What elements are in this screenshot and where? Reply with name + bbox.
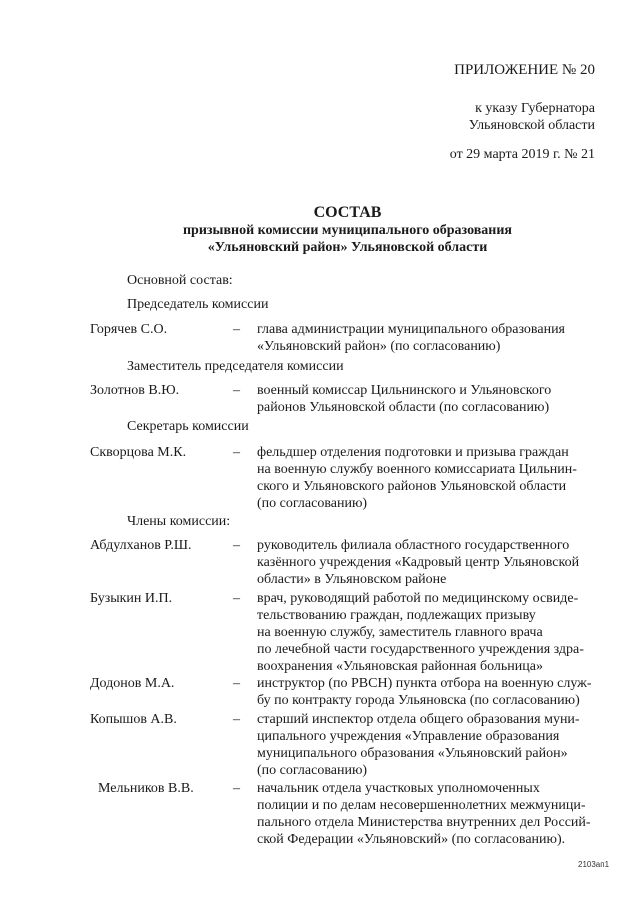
position-line: врач, руководящий работой по медицинскому освиде-	[257, 591, 579, 606]
position-line: ской Федерации «Ульяновский» (по согласованию).	[257, 832, 566, 847]
position-line: тельствованию граждан, подлежащих призыву	[257, 608, 536, 623]
position-line: (по согласованию)	[257, 763, 368, 778]
member-name: Мельников В.В.	[98, 781, 194, 796]
position-line: старший инспектор отдела общего образования муни-	[257, 712, 580, 727]
dash-separator: –	[233, 781, 240, 796]
dash-separator: –	[233, 538, 240, 553]
title-main: СОСТАВ	[313, 204, 382, 221]
section-members: Члены комиссии:	[127, 514, 231, 529]
dash-separator: –	[233, 383, 240, 398]
position-line: пального отдела Министерства внутренних дел Россий-	[257, 815, 591, 830]
member-name: Бузыкин И.П.	[90, 591, 173, 606]
position-line: начальник отдела участковых уполномоченных	[257, 781, 540, 796]
position-line: воохранения «Ульяновская районная больница»	[257, 659, 543, 674]
member-position	[257, 675, 610, 709]
position-line: полиции и по делам несовершеннолетних межмуници-	[257, 798, 586, 813]
position-line: на военную службу военного комиссариата Цильнин-	[257, 462, 577, 477]
member-position	[257, 590, 610, 675]
appendix-number: ПРИЛОЖЕНИЕ № 20	[454, 62, 595, 78]
position-line: казённого учреждения «Кадровый центр Ульяновской	[257, 555, 580, 570]
position-line: муниципального образования «Ульяновский район»	[257, 746, 568, 761]
position-line: ского и Ульяновского районов Ульяновской области	[257, 479, 567, 494]
document-title	[0, 204, 640, 256]
dash-separator: –	[233, 322, 240, 337]
member-position	[257, 711, 610, 779]
position-line: районов Ульяновской области (по согласованию)	[257, 400, 550, 415]
title-line: «Ульяновский район» Ульяновской области	[207, 240, 488, 255]
member-name: Копышов А.В.	[90, 712, 177, 727]
position-line: «Ульяновский район» (по согласованию)	[257, 339, 501, 354]
position-line: военный комиссар Цильнинского и Ульяновского	[257, 383, 552, 398]
member-position	[257, 444, 610, 512]
position-line: бу по контракту города Ульяновска (по согласованию)	[257, 693, 580, 708]
dash-separator: –	[233, 591, 240, 606]
position-line: ципального учреждения «Управление образования	[257, 729, 560, 744]
position-line: фельдшер отделения подготовки и призыва граждан	[257, 445, 569, 460]
section-main-composition: Основной состав:	[127, 273, 233, 288]
section-secretary: Секретарь комиссии	[127, 419, 249, 434]
title-line: призывной комиссии муниципального образования	[182, 223, 513, 238]
decree-reference	[469, 100, 595, 134]
section-deputy: Заместитель председателя комиссии	[127, 359, 344, 374]
member-name: Додонов М.А.	[90, 676, 175, 691]
member-name: Горячев С.О.	[90, 322, 168, 337]
position-line: руководитель филиала областного государственного	[257, 538, 570, 553]
section-chairman: Председатель комиссии	[127, 297, 269, 312]
decree-reference-line: к указу Губернатора	[475, 101, 595, 116]
dash-separator: –	[233, 445, 240, 460]
member-name: Скворцова М.К.	[90, 445, 187, 460]
member-position	[257, 382, 610, 416]
dash-separator: –	[233, 712, 240, 727]
member-position	[257, 321, 610, 355]
dash-separator: –	[233, 676, 240, 691]
member-name: Абдулханов Р.Ш.	[90, 538, 192, 553]
decree-date: от 29 марта 2019 г. № 21	[449, 147, 595, 162]
position-line: на военную службу, заместитель главного врача	[257, 625, 543, 640]
member-position	[257, 537, 610, 588]
member-position	[257, 780, 610, 848]
position-line: области» в Ульяновском районе	[257, 572, 447, 587]
member-name: Золотнов В.Ю.	[90, 383, 180, 398]
position-line: по лечебной части государственного учреждения здра-	[257, 642, 584, 657]
position-line: глава администрации муниципального образования	[257, 322, 565, 337]
document-code: 2103ап1	[578, 860, 610, 869]
position-line: (по согласованию)	[257, 496, 368, 511]
position-line: инструктор (по РВСН) пункта отбора на военную служ-	[257, 676, 592, 691]
decree-reference-line: Ульяновской области	[468, 118, 595, 133]
